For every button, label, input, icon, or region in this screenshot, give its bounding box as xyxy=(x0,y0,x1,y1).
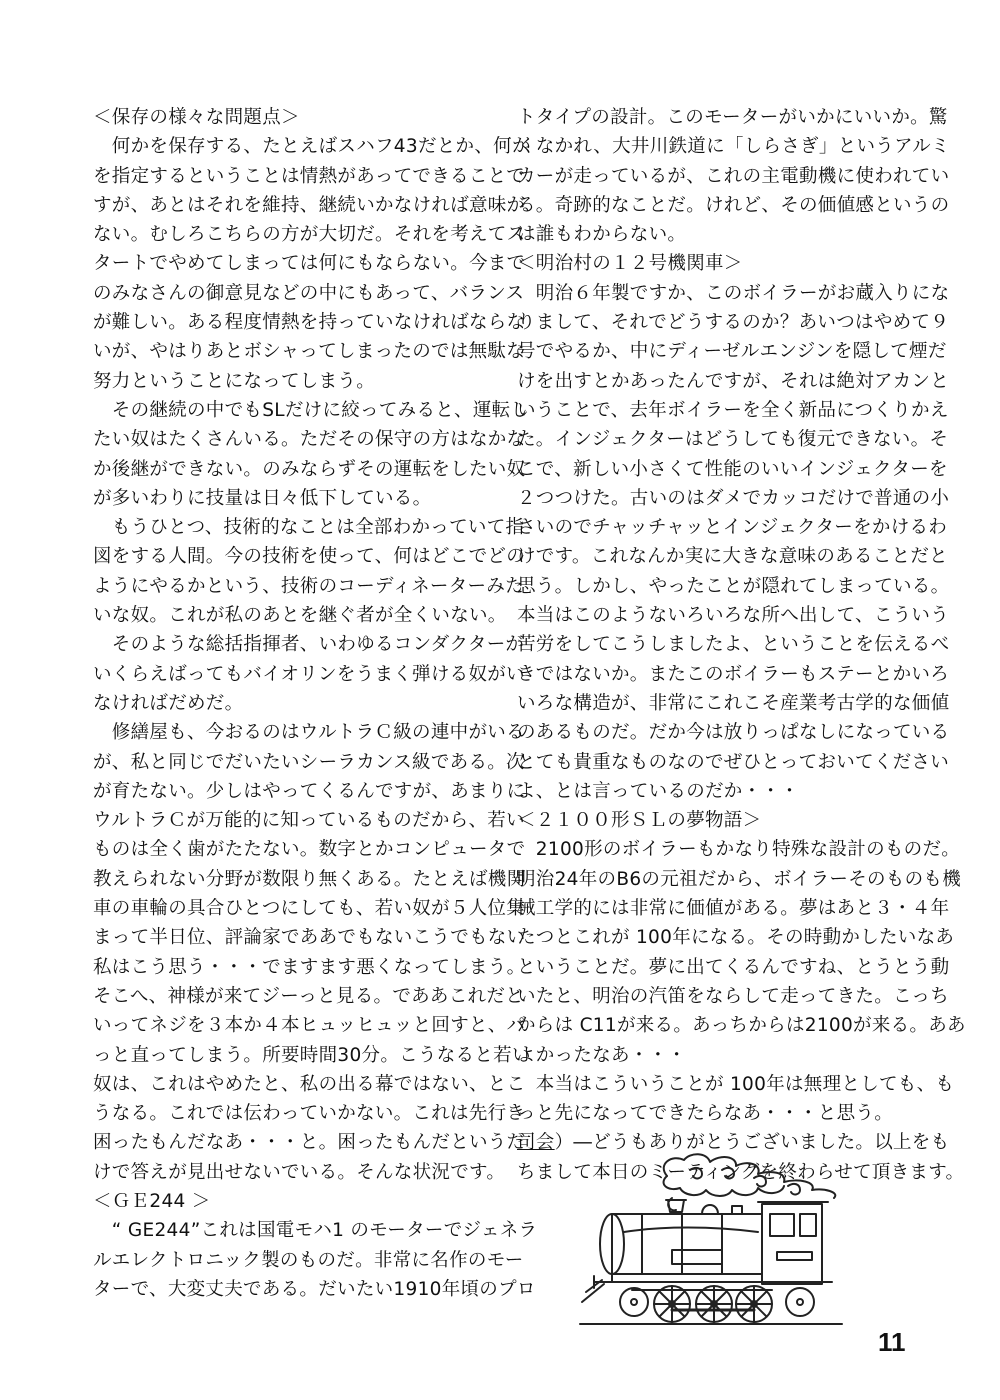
left-column-text-line: まって半日位、評論家でああでもないこうでもない xyxy=(93,927,526,949)
left-column-text-line: 奴は、これはやめたと、私の出る幕ではない、とこ xyxy=(93,1073,526,1095)
right-column-text-line: こで、新しい小さくて性能のいいインジェクターを xyxy=(517,458,948,480)
left-column-text-line: が、私と同じでだいたいシーラカンス級である。次 xyxy=(93,751,525,773)
left-column-text-line: 困ったもんだなあ・・・と。困ったもんだというだ xyxy=(93,1132,526,1154)
driving-wheels xyxy=(620,1286,814,1322)
left-column-text-line: すが、あとはそれを維持、継続いかなければ意味が xyxy=(93,194,526,216)
left-column-text-line: 私はこう思う・・・でますます悪くなってしまう。 xyxy=(93,956,526,978)
left-column-text-line: ものは全く歯がたたない。数字とかコンピュータで xyxy=(93,839,526,861)
left-column-text-line: ＜ＧＥ244 ＞ xyxy=(93,1190,211,1212)
left-column-text-line: たい奴はたくさんいる。ただその保守の方はなかな xyxy=(93,429,526,451)
right-column-text-line: 明治24年のB6の元祖だから、ボイラーそのものも機 xyxy=(517,868,962,890)
steam-locomotive-illustration xyxy=(572,1152,862,1342)
left-column-text-line: その継続の中でもSLだけに絞ってみると、運転し xyxy=(93,399,530,421)
cab xyxy=(758,1202,828,1284)
right-column-text-line: た。インジェクターはどうしても復元できない。そ xyxy=(517,429,949,451)
right-column-text-line: よかったなあ・・・ xyxy=(517,1044,687,1066)
left-column-text-line: 努力ということになってしまう。 xyxy=(93,370,376,392)
right-column-text-line: 号でやるか、中にディーゼルエンジンを隠して煙だ xyxy=(517,341,947,363)
left-column-text-line: なければだめだ。 xyxy=(93,692,244,714)
left-column-text-line: いってネジを３本か４本ヒュッヒュッと回すと、パ xyxy=(93,1015,526,1037)
left-column-text-line: 教えられない分野が数限り無くある。たとえば機関 xyxy=(93,868,526,890)
closing-remark-line-2: ちまして本日のミーティングを終わらせて頂きます。 xyxy=(517,1161,965,1183)
left-column-text-line: いが、やはりあとボシャってしまったのでは無駄な xyxy=(93,341,526,363)
left-column-text-line: を指定するということは情熱があってできることで xyxy=(93,165,526,187)
left-column-text-line: ターで、大変丈夫である。だいたい1910年頃のプロ xyxy=(93,1278,536,1300)
right-text-column xyxy=(517,103,966,1187)
right-column-text-line: 本当はこのようないろいろな所へ出して、こういう xyxy=(517,605,950,627)
left-column-text-line: そのような総括指揮者、いわゆるコンダクターが xyxy=(93,634,525,656)
closing-remark-text-1: ）―どうもありがとうございました。以上をも xyxy=(554,1132,950,1154)
right-column-text-line: 苦労をしてこうしましたよ、ということを伝えるべ xyxy=(517,634,950,656)
left-column-text-line: が多いわりに技量は日々低下している。 xyxy=(93,487,432,509)
left-column-text-line: か後継ができない。のみならずその運転をしたい奴 xyxy=(93,458,526,480)
left-column-text-line: うなる。これでは伝わっていかない。これは先行き xyxy=(93,1103,526,1125)
left-column-text-line: のみなさんの御意見などの中にもあって、バランス xyxy=(93,282,525,304)
right-column-text-line: りまして、それでどうするのか？あいつはやめて９ xyxy=(517,312,950,334)
right-column-lines xyxy=(517,103,966,1128)
left-column-text-line: ウルトラＣが万能的に知っているものだから、若い xyxy=(93,810,525,832)
right-column-text-line: からは C11が来る。あっちからは2100が来る。ああ xyxy=(517,1015,966,1037)
right-column-text-line: きではないか。またこのボイラーもステーとかいろ xyxy=(517,663,950,685)
right-column-text-line: 械工学的には非常に価値がある。夢はあと３・４年 xyxy=(517,898,950,920)
right-column-text-line: 明治６年製ですか、このボイラーがお蔵入りにな xyxy=(517,282,950,304)
left-column-text-line: ようにやるかという、技術のコーディネーターみた xyxy=(93,575,524,597)
left-column-text-line: いな奴。これが私のあとを継ぐ者が全くいない。 xyxy=(93,605,507,627)
right-column-text-line: トタイプの設計。このモーターがいかにいいか。驚 xyxy=(517,107,948,128)
left-column-text-line: もうひとつ、技術的なことは全部わかっていて指 xyxy=(93,517,525,539)
right-column-text-line: いたと、明治の汽笛をならして走ってきた。こっち xyxy=(517,985,950,1007)
right-column-text-line: は誰もわからない。 xyxy=(517,224,687,246)
right-column-text-line: たつとこれが 100年になる。その時動かしたいなあ xyxy=(517,927,955,949)
left-column-text-line: けで答えが見出せないでいる。そんな状況です。 xyxy=(93,1161,506,1183)
left-column-text-line: が難しい。ある程度情熱を持っていなければならな xyxy=(93,312,526,334)
left-column-text-line: 車の車輪の具合ひとつにしても、若い奴が５人位集 xyxy=(93,898,526,920)
right-column-text-line: けを出すとかあったんですが、それは絶対アカンと xyxy=(517,370,950,392)
left-column-text-line: タートでやめてしまっては何にもならない。今まで xyxy=(93,253,526,275)
left-column-text-line: 図をする人間。今の技術を使って、何はどこでどの xyxy=(93,546,526,568)
right-column-text-line: 思う。しかし、やったことが隠れてしまっている。 xyxy=(517,575,950,597)
right-column-text-line: よ、とは言っているのだか・・・ xyxy=(517,780,800,802)
left-column-text-line: 何かを保存する、たとえばスハフ43だとか、何か xyxy=(93,136,531,158)
left-column-text-line: っと直ってしまう。所要時間30分。こうなると若い xyxy=(93,1044,531,1066)
right-column-text-line: る。奇跡的なことだ。けれど、その価値感というの xyxy=(517,194,950,216)
right-column-text-line: ＜明治村の１２号機関車＞ xyxy=(517,253,743,275)
right-column-text-line: くなかれ、大井川鉄道に「しらさぎ」というアルミ xyxy=(517,136,950,158)
boiler xyxy=(600,1205,762,1274)
right-column-text-line: 本当はこういうことが 100年は無理としても、も xyxy=(517,1073,955,1095)
right-column-text-line: 2100形のボイラーもかなり特殊な設計のものだ。 xyxy=(517,839,961,861)
right-column-text-line: ということだ。夢に出てくるんですね、とうとう動 xyxy=(517,956,950,978)
right-column-text-line: ２つつけた。古いのはダメでカッコだけで普通の小 xyxy=(517,487,950,509)
left-column-text-line: “ GE244”これは国電モハ1 のモーターでジェネラ xyxy=(93,1220,538,1242)
left-column-text-line: ＜保存の様々な問題点＞ xyxy=(93,107,300,128)
left-column-text-line: 修繕屋も、今おるのはウルトラＣ級の連中がいる xyxy=(93,722,525,744)
left-column-text-line: が育たない。少しはやってくるんですが、あまりに xyxy=(93,780,526,802)
moderator-label: 司会 xyxy=(517,1132,555,1154)
right-column-text-line: ＜２１００形ＳＬの夢物語＞ xyxy=(517,810,762,832)
page-number: 11 xyxy=(878,1327,906,1357)
left-column-text-line: そこへ、神様が来てジーっと見る。でああこれだと xyxy=(93,985,524,1007)
right-column-text-line: のあるものだ。だか今は放りっぱなしになっている xyxy=(517,722,950,744)
right-column-text-line: っと先になってできたらなあ・・・と思う。 xyxy=(517,1103,894,1125)
right-column-text-line: けです。これなんか実に大きな意味のあることだと xyxy=(517,546,948,568)
left-column-text-line: いくらえばってもバイオリンをうまく弾ける奴がい xyxy=(93,663,525,685)
right-column-text-line: いろな構造が、非常にこれこそ産業考古学的な価値 xyxy=(517,692,950,714)
left-column-text-line: ルエレクトロニック製のものだ。非常に名作のモー xyxy=(93,1249,524,1271)
left-column-text-line: ない。むしろこちらの方が大切だ。それを考えてス xyxy=(93,224,526,246)
right-column-text-line: とても貴重なものなのでぜひとっておいてください xyxy=(517,751,950,773)
right-column-text-line: さいのでチャッチャッとインジェクターをかけるわ xyxy=(517,517,948,539)
right-column-text-line: カーが走っているが、これの主電動機に使われてい xyxy=(517,165,950,187)
right-column-text-line: いうことで、去年ボイラーを全く新品につくりかえ xyxy=(517,399,949,421)
